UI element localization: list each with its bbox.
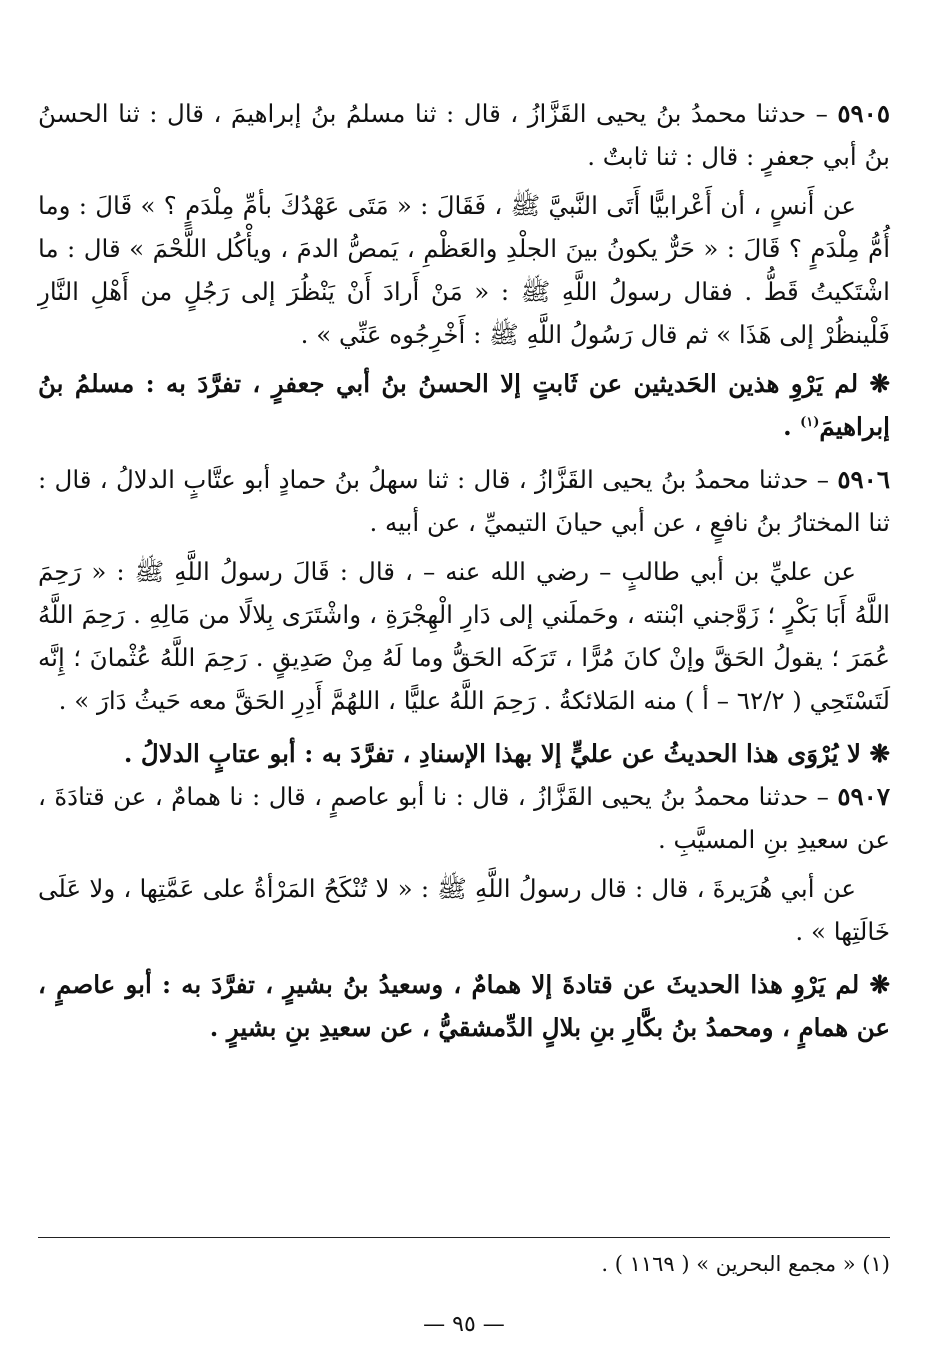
hadith-5907-isnad: [38, 775, 890, 861]
hadith-5906-matn: عن عليِّ بن أبي طالبٍ – رضي الله عنه – ، قال : قَالَ رسولُ اللَّهِ ﷺ : « رَحِمَ اللَّهُ أَبَا بَكْرٍ ؛ زَوَّجني ابْنته ، وحَملَني إلى دَارِ الْهِجْرَةِ ، واشْتَرَى بِلالًا من مَالِهِ . رَحِمَ اللَّهُ عُمَرَ ؛ يقولُ الحَقَّ وإنْ كانَ مُرًّا ، تَرَكَه الحَقُّ وما لَهُ مِنْ صَدِيقٍ . رَحِمَ اللَّهُ عُثْمانَ ؛ إِنَّه لَتَسْتَحِي ( ٦٢/٢ – أ ) منه المَلائكةُ . رَحِمَ اللَّهُ عليًّا ، اللهُمَّ أَدِرِ الحَقَّ معه حَيثُ دَارَ » .: [38, 557, 890, 715]
hadith-5905-isnad: [38, 92, 890, 178]
body-text: [38, 92, 890, 1049]
hadith-5906-note: [38, 732, 890, 775]
note-end: .: [783, 412, 801, 441]
hadith-5907-matn: عن أبي هُرَيرةَ ، قال : قال رسولُ اللَّهِ ﷺ : « لا تُنْكَحُ المَرْأةُ على عَمَّتِها ، ولا عَلَى خَالَتِها » .: [38, 874, 890, 946]
hadith-5905-matn: عن أَنسٍ ، أن أَعْرابيًّا أَتَى النَّبيَّ ﷺ ، فَقَالَ : « مَتَى عَهْدُكَ بأمِّ مِلْدَمٍ ؟ » قَالَ : وما أُمُّ مِلْدَمٍ ؟ قَالَ : « حَرٌّ يكونُ بينَ الجلْدِ والعَظْمِ ، يَمصُّ الدمَ ، ويأْكُل اللَّحْمَ » قال : ما اشْتَكيتُ قَطُّ . فقال رسولُ اللَّهِ ﷺ : « مَنْ أَرادَ أَنْ يَنْظُرَ إلى رَجُلٍ من أَهْلِ النَّارِ فَلْينظُرْ إلى هَذَا » ثم قال رَسُولُ اللَّهِ ﷺ : أَخْرِجُوه عَنِّي » .: [38, 191, 890, 349]
note-text: لم يَرْوِ هذا الحديثَ عن قتادةَ إلا همامٌ ، وسعيدُ بنُ بشيرٍ ، تفرَّدَ به : أبو عاصمٍ ، عن همامٍ ، ومحمدُ بنُ بكَّارِ بنِ بلالٍ الدِّمشقيُّ ، عن سعيدِ بنِ بشيرٍ .: [38, 970, 890, 1042]
note-marker-icon: ❋: [869, 970, 890, 999]
hadith-5905-note: [38, 362, 890, 448]
isnad-text: – حدثنا محمدُ بنُ يحيى القَزَّازُ ، قال : نا أبو عاصمٍ ، قال : نا همامٌ ، عن قتادَةَ ، عن سعيدِ بنِ المسيَّبِ .: [38, 782, 890, 854]
page-number: — ٩٥ —: [423, 1312, 505, 1337]
footnote-divider: [38, 1237, 890, 1238]
note-marker-icon: ❋: [869, 369, 890, 398]
hadith-number: ٥٩٠٥: [837, 99, 890, 128]
hadith-5906-isnad: [38, 458, 890, 544]
footnote: (١) « مجمع البحرين » ( ١١٦٩ ) .: [601, 1252, 890, 1276]
note-text: لم يَرْوِ هذين الحَديثين عن ثَابتٍ إلا الحسنُ بنُ أبي جعفرٍ ، تفرَّدَ به : مسلمُ بنُ إبراهيمَ: [38, 369, 890, 441]
isnad-text: – حدثنا محمدُ بنُ يحيى القَزَّازُ ، قال : ثنا مسلمُ بنُ إبراهيمَ ، قال : ثنا الحسنُ بنُ أبي جعفرٍ : قال : ثنا ثابتٌ .: [38, 99, 890, 171]
note-marker-icon: ❋: [869, 739, 890, 768]
hadith-number: ٥٩٠٦: [837, 465, 890, 494]
hadith-number: ٥٩٠٧: [837, 782, 890, 811]
hadith-5907-note: [38, 963, 890, 1049]
isnad-text: – حدثنا محمدُ بنُ يحيى القَزَّازُ ، قال : ثنا سهلُ بنُ حمادٍ أبو عتَّابٍ الدلالُ ، قال : ثنا المختارُ بنُ نافعٍ ، عن أبي حيانَ التيميِّ ، عن أبيه .: [38, 465, 890, 537]
note-text: لا يُرْوَى هذا الحديثُ عن عليٍّ إلا بهذا الإسنادِ ، تفرَّدَ به : أبو عتابٍ الدلالُ .: [123, 739, 870, 768]
footnote-reference[interactable]: (١): [800, 414, 820, 430]
